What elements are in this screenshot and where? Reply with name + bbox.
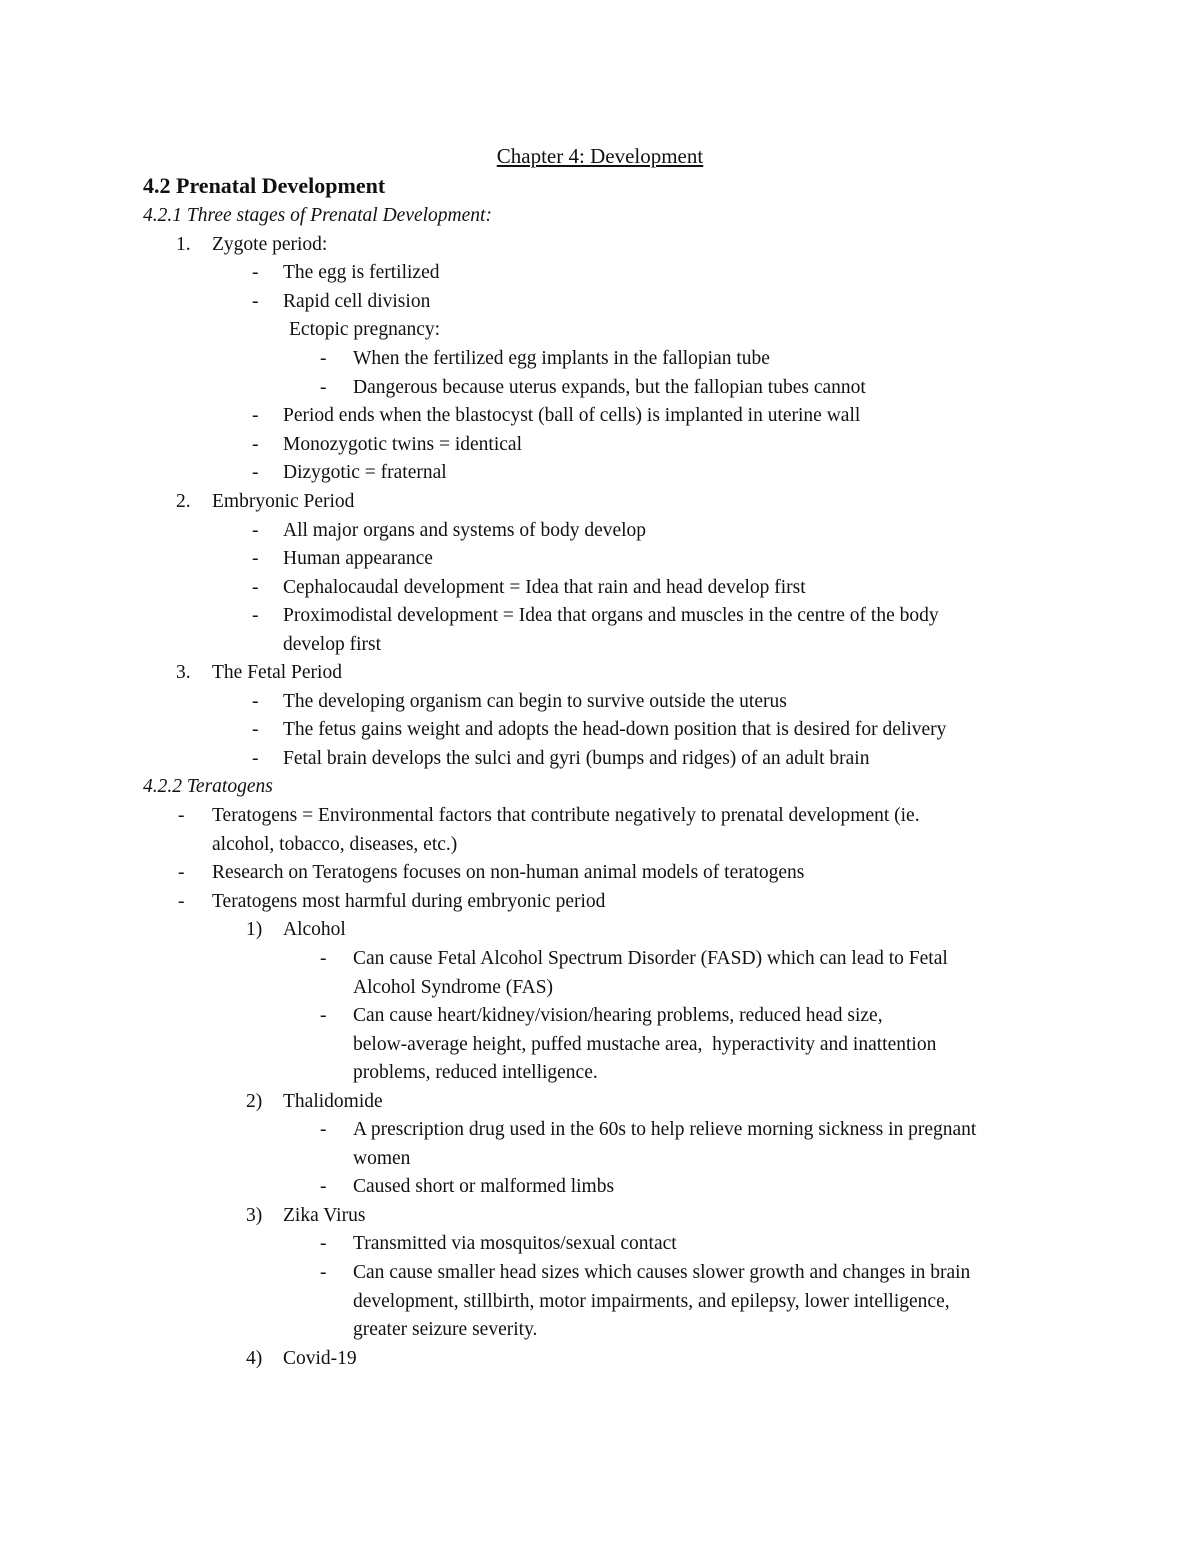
teratogen-name: Thalidomide (283, 1091, 383, 1112)
bullet-text: Human appearance (283, 548, 433, 569)
bullet-dash: - (252, 520, 259, 541)
teratogen-name: Alcohol (283, 919, 346, 940)
bullet-text-continued: women (353, 1148, 411, 1169)
bullet-text: Monozygotic twins = identical (283, 434, 522, 455)
bullet-text-continued: Alcohol Syndrome (FAS) (353, 977, 554, 998)
list-number: 2) (246, 1091, 263, 1112)
bullet-text: Fetal brain develops the sulci and gyri (bumps and ridges) of an adult brain (283, 748, 870, 769)
list-number: 1) (246, 919, 263, 940)
bullet-dash: - (252, 262, 259, 283)
list-number: 4) (246, 1348, 263, 1369)
bullet-dash: - (320, 1262, 327, 1283)
bullet-text: Can cause smaller head sizes which causes slower growth and changes in brain (353, 1262, 971, 1283)
bullet-dash: - (320, 1119, 327, 1140)
list-number: 3) (246, 1205, 263, 1226)
bullet-text: Dangerous because uterus expands, but the fallopian tubes cannot (353, 377, 866, 398)
bullet-text-continued: greater seizure severity. (353, 1319, 538, 1340)
bullet-dash: - (252, 434, 259, 455)
subsection-heading: 4.2.2 Teratogens (143, 776, 273, 797)
bullet-dash: - (320, 377, 327, 398)
ectopic-label: Ectopic pregnancy: (289, 319, 441, 340)
bullet-dash: - (320, 1005, 327, 1026)
bullet-text: Rapid cell division (283, 291, 431, 312)
stage-label: Zygote period: (212, 234, 328, 255)
bullet-dash: - (320, 1176, 327, 1197)
bullet-dash: - (252, 605, 259, 626)
bullet-text-continued: problems, reduced intelligence. (353, 1062, 598, 1083)
bullet-dash: - (178, 891, 185, 912)
bullet-dash: - (252, 291, 259, 312)
bullet-text: Period ends when the blastocyst (ball of cells) is implanted in uterine wall (283, 405, 861, 426)
bullet-text: Research on Teratogens focuses on non-human animal models of teratogens (212, 862, 805, 883)
bullet-dash: - (252, 462, 259, 483)
subsection-heading: 4.2.1 Three stages of Prenatal Development: (143, 205, 492, 226)
bullet-text-continued: develop first (283, 634, 382, 655)
bullet-text: Transmitted via mosquitos/sexual contact (353, 1233, 677, 1254)
bullet-text: Proximodistal development = Idea that organs and muscles in the centre of the body (283, 605, 939, 626)
bullet-text: The fetus gains weight and adopts the head-down position that is desired for delivery (283, 719, 947, 740)
bullet-text: The developing organism can begin to survive outside the uterus (283, 691, 787, 712)
bullet-text: Can cause Fetal Alcohol Spectrum Disorder (FASD) which can lead to Fetal (353, 948, 948, 969)
stage-label: The Fetal Period (212, 662, 342, 683)
bullet-text: When the fertilized egg implants in the fallopian tube (353, 348, 770, 369)
bullet-dash: - (252, 748, 259, 769)
list-number: 1. (176, 234, 191, 255)
bullet-text: Dizygotic = fraternal (283, 462, 447, 483)
bullet-dash: - (178, 805, 185, 826)
bullet-text: The egg is fertilized (283, 262, 440, 283)
list-number: 2. (176, 491, 191, 512)
bullet-dash: - (252, 548, 259, 569)
bullet-dash: - (252, 577, 259, 598)
bullet-text: Teratogens most harmful during embryonic period (212, 891, 606, 912)
stage-label: Embryonic Period (212, 491, 355, 512)
bullet-text: Can cause heart/kidney/vision/hearing problems, reduced head size, (353, 1005, 883, 1026)
bullet-text: Teratogens = Environmental factors that contribute negatively to prenatal development (ie. (212, 805, 920, 826)
list-number: 3. (176, 662, 191, 683)
bullet-text-continued: development, stillbirth, motor impairments, and epilepsy, lower intelligence, (353, 1291, 950, 1312)
bullet-text-continued: alcohol, tobacco, diseases, etc.) (212, 834, 458, 855)
bullet-dash: - (252, 691, 259, 712)
bullet-text: Caused short or malformed limbs (353, 1176, 615, 1197)
bullet-dash: - (252, 405, 259, 426)
teratogen-name: Zika Virus (283, 1205, 366, 1226)
bullet-text: All major organs and systems of body develop (283, 520, 647, 541)
bullet-text: Cephalocaudal development = Idea that rain and head develop first (283, 577, 806, 598)
page-title: Chapter 4: Development (496, 144, 704, 168)
bullet-dash: - (320, 1233, 327, 1254)
bullet-text: A prescription drug used in the 60s to help relieve morning sickness in pregnant (353, 1119, 977, 1140)
bullet-dash: - (320, 948, 327, 969)
bullet-dash: - (252, 719, 259, 740)
teratogen-name: Covid-19 (283, 1348, 357, 1369)
section-heading: 4.2 Prenatal Development (143, 173, 386, 198)
bullet-text-continued: below-average height, puffed mustache area, hyperactivity and inattention (353, 1034, 937, 1055)
bullet-dash: - (320, 348, 327, 369)
bullet-dash: - (178, 862, 185, 883)
